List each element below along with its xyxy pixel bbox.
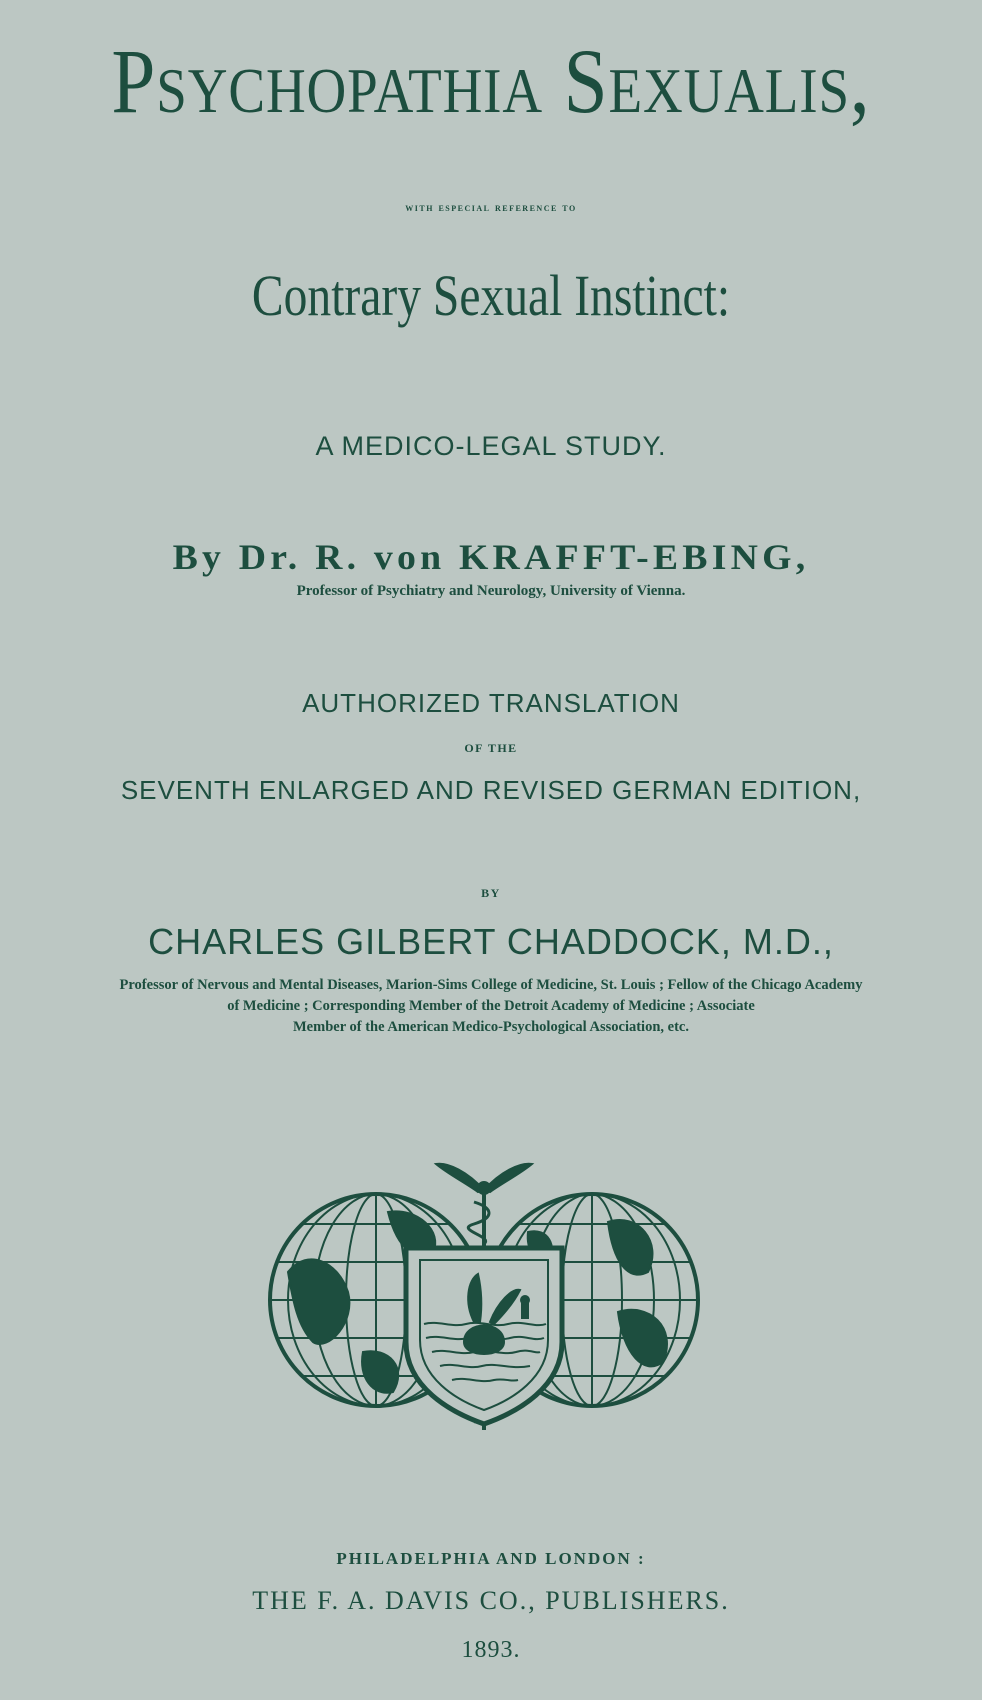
translator-affiliation-line: Professor of Nervous and Mental Diseases, Marion-Sims College of Medicine, St. Louis ; Fellow of the Chicago Academy <box>119 977 863 993</box>
translator-name: CHARLES GILBERT CHADDOCK, M.D., <box>148 921 834 962</box>
translator-affiliation-line: of Medicine ; Corresponding Member of the Detroit Academy of Medicine ; Associate <box>227 998 755 1014</box>
book-subtitle: Contrary Sexual Instinct: <box>251 263 731 328</box>
study-description: A MEDICO-LEGAL STUDY. <box>315 431 667 461</box>
author-line: By Dr. R. von KRAFFT-EBING, <box>172 537 810 577</box>
imprint-place: PHILADELPHIA AND LONDON : <box>336 1549 646 1568</box>
publisher-globe-emblem-icon <box>268 1152 700 1432</box>
translator-affiliation-line: Member of the American Medico-Psychological Association, etc. <box>293 1019 689 1035</box>
imprint-year: 1893. <box>461 1637 521 1663</box>
subtitle-prefix: with especial reference to <box>405 200 577 214</box>
edition-label: SEVENTH ENLARGED AND REVISED GERMAN EDITION, <box>120 775 862 805</box>
translator-by-label: BY <box>481 886 501 900</box>
book-title: Psychopathia Sexualis, <box>111 30 871 132</box>
translator-affiliation <box>20 975 962 1038</box>
of-the-label: OF THE <box>464 741 518 755</box>
author-affiliation: Professor of Psychiatry and Neurology, University of Vienna. <box>296 583 686 599</box>
imprint-publisher: THE F. A. DAVIS CO., PUBLISHERS. <box>252 1586 730 1615</box>
translation-label: AUTHORIZED TRANSLATION <box>302 688 680 718</box>
